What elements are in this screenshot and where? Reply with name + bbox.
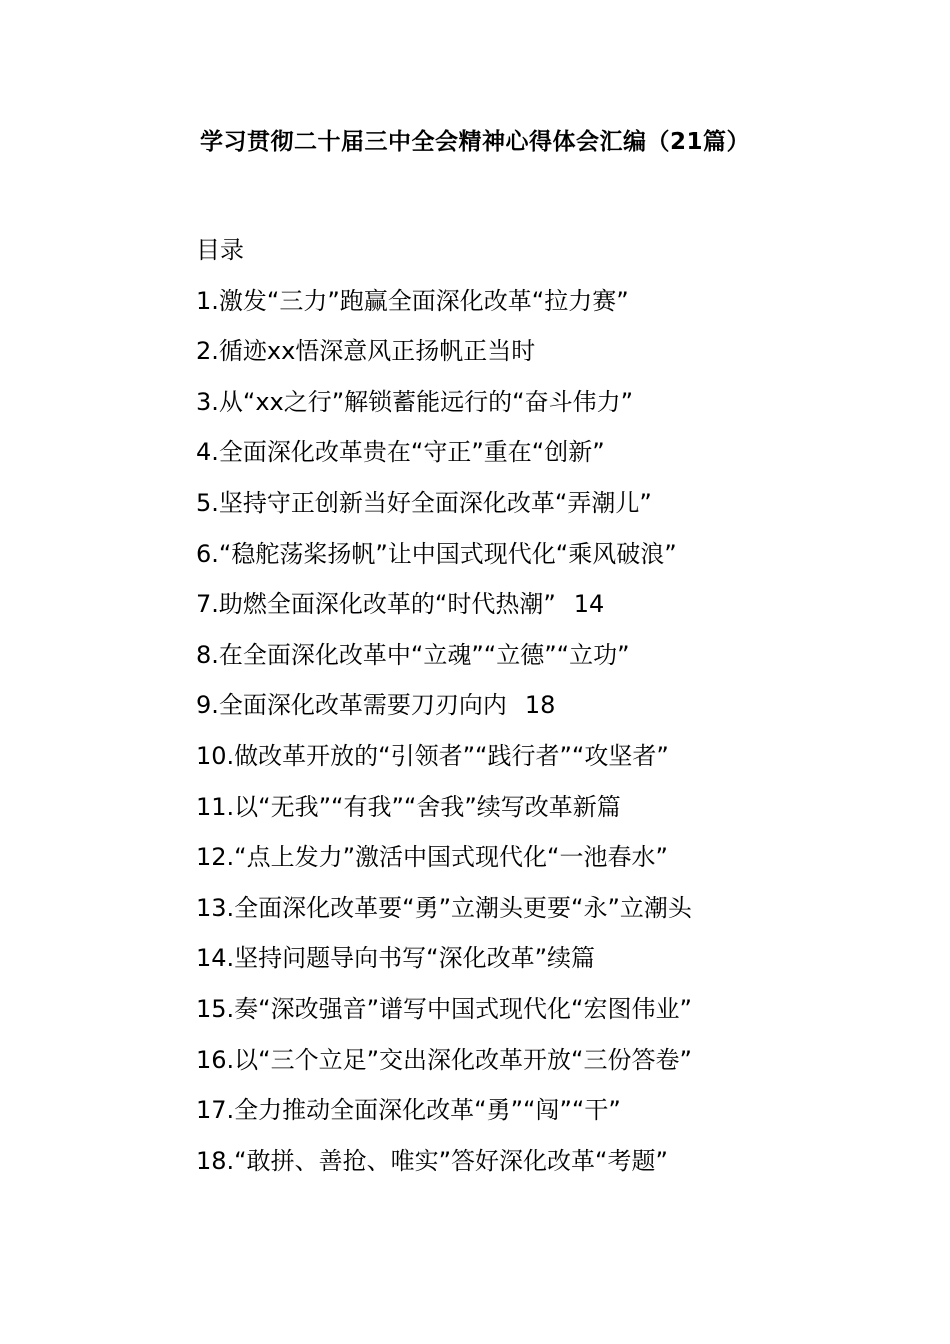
toc-item-text: 13.全面深化改革要“勇”立潮头更要“永”立潮头 (196, 893, 692, 922)
toc-item-text: 10.做改革开放的“引领者”“践行者”“攻坚者” (196, 741, 669, 770)
toc-item-text: 2.循迹xx悟深意风正扬帆正当时 (196, 337, 536, 366)
toc-item (196, 279, 896, 330)
toc-item-text: 11.以“无我”“有我”“舍我”续写改革新篇 (196, 792, 621, 821)
toc-item (196, 886, 896, 937)
toc-item-text: 16.以“三个立足”交出深化改革开放“三份答卷” (196, 1045, 692, 1074)
toc-item (196, 1139, 896, 1190)
toc-item-text: 8.在全面深化改革中“立魂”“立德”“立功” (196, 640, 630, 669)
toc-item (196, 582, 896, 633)
toc-item (196, 532, 896, 583)
toc-item (196, 1088, 896, 1139)
toc-item (196, 835, 896, 886)
toc-item (196, 1038, 896, 1089)
toc-item (196, 987, 896, 1038)
toc-item-text: 18.“敢拼、善抢、唯实”答好深化改革“考题” (196, 1146, 668, 1175)
toc-item-page-number: 18 (524, 691, 556, 720)
toc-item (196, 430, 896, 481)
toc-item-text: 15.奏“深改强音”谱写中国式现代化“宏图伟业” (196, 994, 692, 1023)
toc-item-text: 9.全面深化改革需要刀刃向内 (196, 691, 507, 720)
toc-item (196, 734, 896, 785)
toc-item-text: 14.坚持问题导向书写“深化改革”续篇 (196, 944, 596, 973)
toc-item (196, 785, 896, 836)
toc-item-text: 5.坚持守正创新当好全面深化改革“弄潮儿” (196, 488, 652, 517)
toc-item (196, 633, 896, 684)
toc-item-page-number: 14 (573, 590, 605, 619)
toc-item-text: 1.激发“三力”跑赢全面深化改革“拉力赛” (196, 286, 629, 315)
toc-item (196, 380, 896, 431)
toc-item-text: 3.从“xx之行”解锁蓄能远行的“奋斗伟力” (196, 387, 634, 416)
toc-item (196, 683, 896, 734)
toc-item-text: 17.全力推动全面深化改革“勇”“闯”“干” (196, 1096, 621, 1125)
toc-item-text: 6.“稳舵荡桨扬帆”让中国式现代化“乘风破浪” (196, 539, 677, 568)
document-title: 学习贯彻二十届三中全会精神心得体会汇编（21篇） (199, 129, 750, 155)
toc-item-text: 12.“点上发力”激活中国式现代化“一池春水” (196, 843, 668, 872)
table-of-contents (196, 228, 896, 1189)
toc-item-text: 4.全面深化改革贵在“守正”重在“创新” (196, 438, 605, 467)
toc-item (196, 936, 896, 987)
toc-heading: 目录 (196, 236, 244, 264)
toc-item-text: 7.助燃全面深化改革的“时代热潮” (196, 590, 556, 619)
toc-item (196, 481, 896, 532)
toc-list (196, 279, 896, 1190)
toc-item (196, 329, 896, 380)
